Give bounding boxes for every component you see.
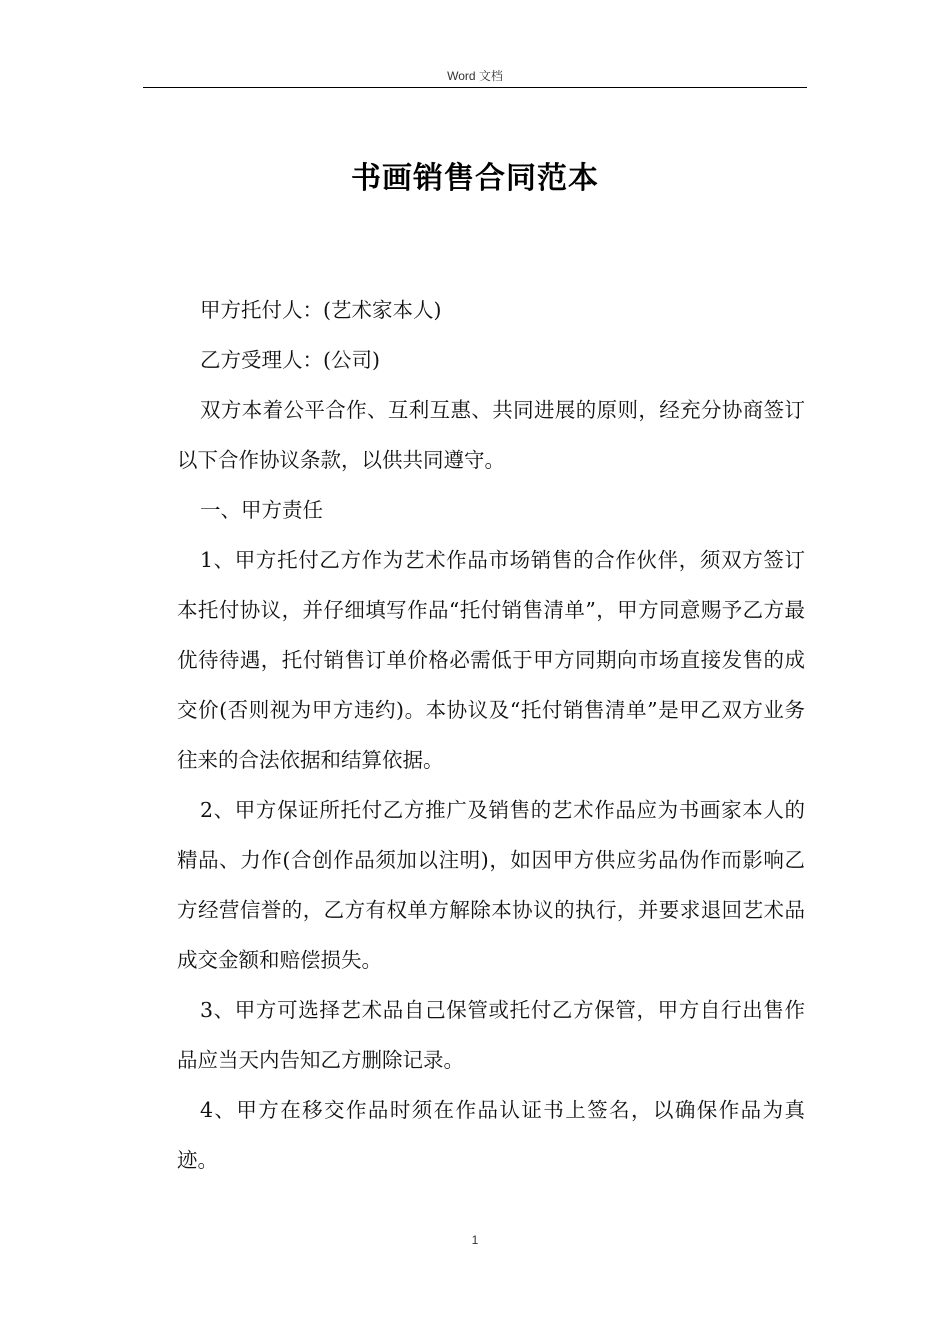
clause-2: 2、甲方保证所托付乙方推广及销售的艺术作品应为书画家本人的精品、力作(合创作品须加以注明)，如因甲方供应劣品伪作而影响乙方经营信誉的，乙方有权单方解除本协议的执行，并要求退回艺术品成交金额和赔偿损失。 — [177, 798, 805, 972]
clause-3: 3、甲方可选择艺术品自己保管或托付乙方保管，甲方自行出售作品应当天内告知乙方删除记录。 — [177, 998, 805, 1072]
paragraph-party-b: 乙方受理人：(公司) — [199, 348, 380, 372]
clause-4: 4、甲方在移交作品时须在作品认证书上签名，以确保作品为真迹。 — [177, 1098, 805, 1172]
clause-1: 1、甲方托付乙方作为艺术作品市场销售的合作伙伴，须双方签订本托付协议，并仔细填写作品“托付销售清单”，甲方同意赐予乙方最优待待遇，托付销售订单价格必需低于甲方同期向市场直接发售的成交价(否则视为甲方违约)。本协议及“托付销售清单”是甲乙双方业务往来的合法依据和结算依据。 — [177, 548, 805, 772]
document-title: 书画销售合同范本 — [351, 161, 599, 196]
page-number: 1 — [471, 1233, 479, 1247]
header-divider — [143, 87, 807, 88]
document-body — [177, 285, 805, 1185]
page-header-label: Word 文档 — [447, 69, 503, 83]
paragraph-preamble: 双方本着公平合作、互利互惠、共同进展的原则，经充分协商签订以下合作协议条款，以供共同遵守。 — [177, 398, 805, 472]
paragraph-party-a: 甲方托付人：(艺术家本人) — [199, 298, 442, 322]
section-heading-party-a-duties: 一、甲方责任 — [199, 498, 323, 522]
